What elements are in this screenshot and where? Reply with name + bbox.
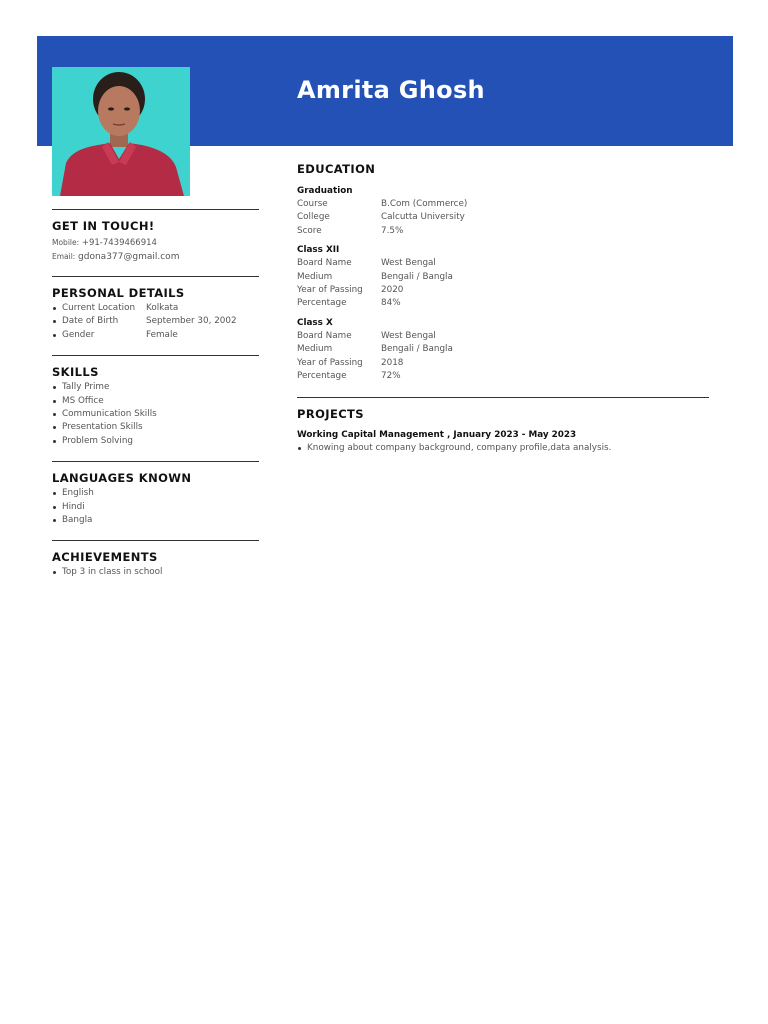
education-row	[297, 198, 709, 211]
row-label: Percentage	[297, 371, 347, 382]
education-row	[297, 343, 709, 356]
projects-title: PROJECTS	[297, 407, 364, 422]
person-portrait-icon	[52, 67, 190, 196]
list-item: Problem Solving	[52, 435, 259, 448]
row-label: Board Name	[297, 258, 352, 269]
row-value: 72%	[381, 371, 401, 382]
list-item	[52, 315, 259, 328]
row-value: 7.5%	[381, 225, 404, 236]
row-label: Course	[297, 199, 328, 209]
list-item: Top 3 in class in school	[52, 566, 259, 579]
education-row	[297, 211, 709, 224]
achievements-title: ACHIEVEMENTS	[52, 550, 158, 565]
education-title: EDUCATION	[297, 162, 376, 176]
row-value: 2018	[381, 357, 404, 368]
education-heading: Graduation	[297, 186, 353, 196]
education-row	[297, 297, 709, 310]
contact-mobile	[52, 236, 259, 250]
candidate-name: Amrita Ghosh	[297, 76, 485, 104]
detail-label: Date of Birth	[62, 316, 119, 327]
row-value: 2020	[381, 285, 404, 296]
row-label: Board Name	[297, 330, 352, 341]
detail-label: Current Location	[62, 303, 136, 313]
contact-email	[52, 250, 259, 264]
education-heading: Class X	[297, 317, 333, 328]
list-item: Presentation Skills	[52, 421, 259, 434]
education-heading: Class XII	[297, 245, 340, 256]
mobile-label: Mobile:	[52, 238, 80, 247]
personal-title: PERSONAL DETAILS	[52, 286, 185, 300]
list-item: Hindi	[52, 501, 259, 514]
row-value: B.Com (Commerce)	[381, 199, 468, 209]
email-label: Email:	[52, 252, 76, 261]
detail-value: Female	[146, 329, 178, 340]
row-value: 84%	[381, 298, 401, 309]
detail-value: September 30, 2002	[146, 316, 237, 327]
list-item	[52, 302, 259, 315]
detail-value: Kolkata	[146, 303, 179, 313]
row-value: Bengali / Bangla	[381, 344, 453, 355]
list-item: Tally Prime	[52, 381, 259, 394]
row-value: West Bengal	[381, 330, 436, 341]
right-column	[297, 162, 709, 456]
education-row	[297, 225, 709, 238]
personal-list	[52, 302, 259, 342]
education-row	[297, 271, 709, 284]
row-value: West Bengal	[381, 258, 436, 269]
row-label: Year of Passing	[297, 357, 363, 368]
mobile-number: +91-7439466914	[81, 238, 157, 248]
email-address: gdona377@gmail.com	[78, 252, 180, 262]
languages-list	[52, 487, 259, 527]
row-label: Medium	[297, 271, 333, 282]
education-row	[297, 330, 709, 343]
row-value: Calcutta University	[381, 212, 465, 223]
list-item	[52, 329, 259, 342]
project-heading: Working Capital Management , January 2023 - May 2023	[297, 430, 577, 441]
education-row	[297, 370, 709, 383]
row-value: Bengali / Bangla	[381, 271, 453, 282]
skills-title: SKILLS	[52, 365, 99, 380]
list-item: MS Office	[52, 395, 259, 408]
row-label: Year of Passing	[297, 285, 363, 296]
contact-title: GET IN TOUCH!	[52, 219, 155, 233]
row-label: Percentage	[297, 298, 347, 309]
detail-label: Gender	[62, 329, 95, 340]
row-label: College	[297, 212, 330, 223]
languages-title: LANGUAGES KNOWN	[52, 471, 192, 486]
list-item: English	[52, 487, 259, 500]
profile-photo	[52, 67, 190, 196]
row-label: Medium	[297, 344, 333, 355]
list-item: Bangla	[52, 514, 259, 527]
list-item: Communication Skills	[52, 408, 259, 421]
skills-list	[52, 381, 259, 448]
project-points	[297, 442, 709, 455]
education-row	[297, 257, 709, 270]
row-label: Score	[297, 225, 322, 236]
achievements-list	[52, 566, 259, 579]
education-row	[297, 284, 709, 297]
education-row	[297, 357, 709, 370]
left-column	[52, 209, 259, 580]
list-item: Knowing about company background, company profile,data analysis.	[297, 442, 709, 455]
